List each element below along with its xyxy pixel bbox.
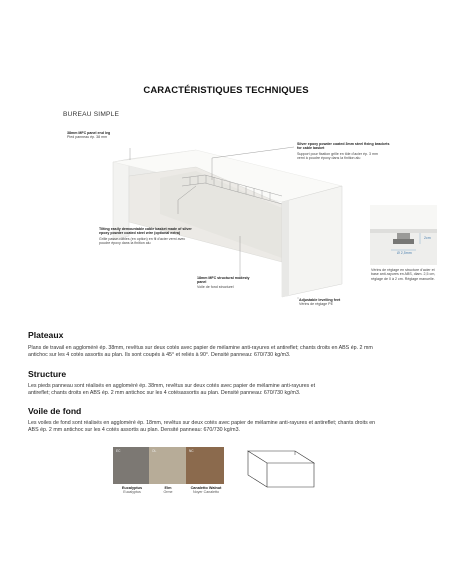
- finish-label-walnut: Canaletto Walnut Noyer Canaletto: [190, 486, 222, 494]
- levelling-foot: [397, 233, 410, 239]
- foot-description: Vérins de réglage en structure d'acier et base anti-rayures en ABS, diam. 2,5 cm, réglage de 0 à 2 cm. Réglage manuelle.: [371, 268, 436, 281]
- finish-label-elm: Elm Orme: [163, 486, 173, 494]
- section-text-plateaux: Plans de travail en aggloméré ép. 38mm, revêtus sur deux cotés avec papier de mélamine anti-rayures et antireflet; chants droits en ABS ép. 2 mm antichoc sur les 4 cotés assortis au plan. Ils sont coupés à 45° et reliés à 90°. Densité panneau: 670/730 kg/m3.: [28, 345, 373, 359]
- callout-levelling-feet: Adjustable levelling feet Vérins de réglage PE: [299, 298, 341, 307]
- section-text-structure: Les pieds panneau sont réalisés en aggloméré ép. 38mm, revêtus sur deux cotés avec papier de mélamine anti-rayures et antireflet; chants droits en ABS ép. 2 mm antichoc sur les 4 cotésassortis au plan. Densité panneau: 670/730 kg/m3.: [28, 383, 316, 397]
- modesty-panel-drawing: [243, 445, 321, 493]
- section-heading-structure: Structure: [28, 369, 67, 379]
- finish-swatch-elm: OL: [149, 447, 187, 484]
- product-subtitle: BUREAU SIMPLE: [63, 111, 120, 118]
- section-text-voile: Les voiles de fond sont réalisés en aggloméré ép. 18mm, revêtus sur deux cotés avec papier de mélamine anti-rayures et antireflet; chants droits en ABS ép. 2 mm antichoc sur les 4 cotés assortis au plan. Densité panneau: 670/730 kg/m3.: [28, 420, 376, 434]
- dim-diameter-label: Ø 2,5mm: [397, 251, 412, 255]
- callout-modesty-panel: 18mm MFC structural modesty panel Voile de fond structurel: [197, 276, 250, 289]
- callout-fixing-brackets: Silver epoxy powder coated 3mm steel fixing brackets for cable basket Support pour fixation grille en tôle d'acier ép. 3 mm verni à poudre époxy dans la finition alu: [297, 142, 390, 160]
- finish-swatch-walnut: NC: [186, 447, 224, 484]
- page-title: CARACTÉRISTIQUES TECHNIQUES: [143, 85, 309, 96]
- section-heading-voile: Voile de fond: [28, 406, 82, 416]
- callout-panel-end-leg: 38mm MFC panel end leg Pied panneau ép. 38 mm: [67, 131, 111, 140]
- dim-height-label: 2cm: [424, 236, 431, 240]
- callout-cable-basket: Tilting easily demountable cable basket made of silver epoxy powder coated steel wire (optional extra) Grille passe-câbles (en option) en fil d'acier verni avec poudre époxy dans la finition alu: [99, 227, 192, 245]
- section-heading-plateaux: Plateaux: [28, 330, 64, 340]
- finish-label-eucalyptus: Eucalyptus Eucalyptus: [121, 486, 143, 494]
- finish-swatch-eucalyptus: EC: [113, 447, 151, 484]
- right-panel-leg: [282, 186, 342, 297]
